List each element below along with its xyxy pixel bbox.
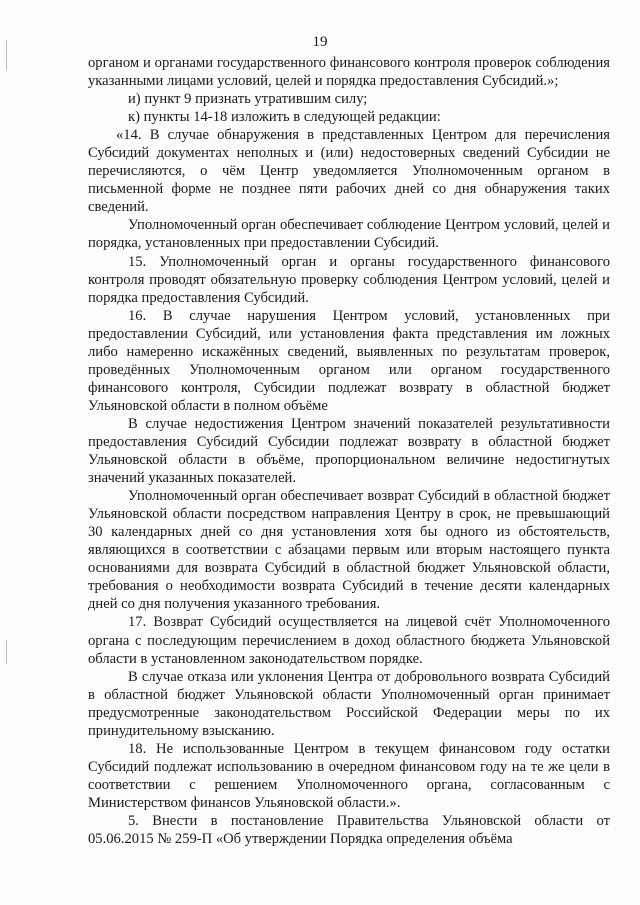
paragraph: 5. Внести в постановление Правительства Ульяновской области от 05.06.2015 № 259-П «Об утверждении Порядка определения объёма — [88, 812, 610, 848]
paragraph: В случае отказа или уклонения Центра от добровольного возврата Субсидий в областной бюджет Ульяновской области Уполномоченный орган принимает предусмотренные законодательством Российской Федерации меры по их принудительному взысканию. — [88, 668, 610, 739]
paragraph: органом и органами государственного финансового контроля проверок соблюдения указанными лицами условий, целей и порядка предоставления Субсидий.»; — [88, 55, 610, 90]
paragraph: В случае недостижения Центром значений показателей результативности предоставления Субсидий Субсидии подлежат возврату в областной бюджет Ульяновской области в объёме, пропорциональном величине недостигнутых значений указанных показателей. — [88, 415, 610, 487]
paragraph: 17. Возврат Субсидий осуществляется на лицевой счёт Уполномоченного органа с последующим перечислением в доход областного бюджета Ульяновской области в установленном законодательством порядке. — [88, 614, 610, 667]
paragraph: 18. Не использованные Центром в текущем финансовом году остатки Субсидий подлежат использованию в очередном финансовом году на те же цели в соответствии с решением Уполномоченного органа, согласованным с Министерством финансов Ульяновской области.». — [88, 740, 610, 811]
paragraph: к) пункты 14-18 изложить в следующей редакции: — [128, 109, 441, 126]
paragraph: Уполномоченный орган обеспечивает возврат Субсидий в областной бюджет Ульяновской области посредством направления Центру в срок, не превышающий 30 календарных дней со дня установления хотя бы одного из обстоятельств, являющихся в соответствии с абзацами первым или вторым настоящего пункта основаниями для возврата Субсидий в областной бюджет Ульяновской области, требования о необходимости возврата Субсидий в течение десяти календарных дней со дня получения указанного требования. — [88, 488, 610, 613]
paragraph: и) пункт 9 признать утратившим силу; — [128, 91, 368, 108]
paragraph: «14. В случае обнаружения в представленных Центром для перечисления Субсидий документах неполных и (или) недостоверных сведений Субсидии не перечисляются, о чём Центр уведомляется Уполномоченным органом в письменной форме не позднее пяти рабочих дней со дня обнаружения таких сведений. — [88, 127, 610, 216]
paragraph: Уполномоченный орган обеспечивает соблюдение Центром условий, целей и порядка, установленных при предоставлении Субсидий. — [88, 217, 610, 252]
paragraph: 16. В случае нарушения Центром условий, установленных при предоставлении Субсидий, или установления факта представления им ложных либо намеренно искажённых сведений, выявленных по результатам проверок, проведённых Уполномоченным органом или органом государственного финансового контроля, Субсидии подлежат возврату в областной бюджет Ульяновской области в полном объёме — [88, 307, 610, 414]
page-number: 19 — [312, 34, 328, 50]
scan-edge-mark — [6, 640, 7, 664]
paragraph: 15. Уполномоченный орган и органы государственного финансового контроля проводят обязательную проверку соблюдения Центром условий, целей и порядка предоставления Субсидий. — [88, 253, 610, 306]
document-body — [88, 54, 610, 848]
